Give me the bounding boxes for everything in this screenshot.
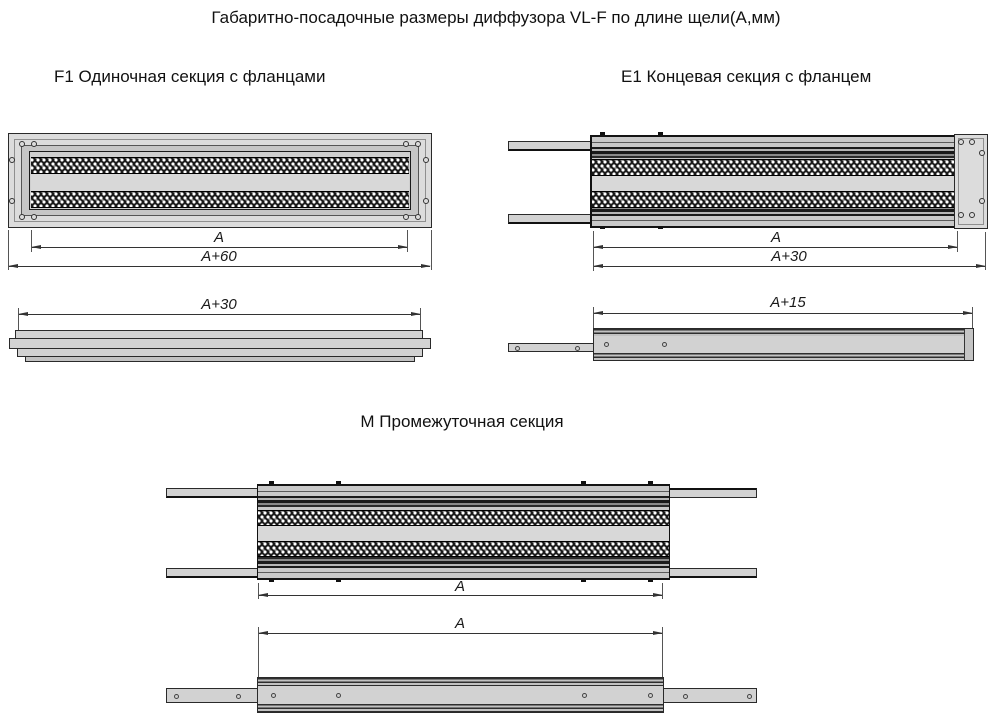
f1-dim-label-a: A [213, 229, 225, 246]
screw-hole [747, 694, 752, 699]
e1-mounting-rail-top [508, 141, 592, 151]
screw-head [19, 214, 25, 220]
screw-hole [271, 693, 276, 698]
extension-line [431, 230, 432, 270]
m-dim-line-a [259, 595, 662, 596]
e1-diffuser-body [590, 135, 960, 228]
fastener-mark [600, 226, 605, 229]
screw-head [969, 212, 975, 218]
e1-side-dim-line [594, 313, 972, 314]
e1-perforated-strip-bottom [592, 191, 960, 208]
screw-head [958, 212, 964, 218]
fastener-mark [336, 579, 341, 582]
screw-hole [174, 694, 179, 699]
e1-side-profile [593, 328, 974, 361]
e1-side-dim-label: A+15 [770, 294, 806, 311]
extension-line [957, 231, 958, 252]
m-center-band [258, 526, 669, 541]
m-profile-band-top [258, 484, 669, 510]
fastener-mark [581, 481, 586, 484]
fastener-mark [581, 579, 586, 582]
fastener-mark [269, 481, 274, 484]
m-side-profile [257, 677, 664, 713]
e1-side-end-cap [964, 329, 973, 360]
f1-side-dim-line [19, 314, 420, 315]
fastener-mark [648, 481, 653, 484]
screw-hole [604, 342, 609, 347]
m-rail-left-top [166, 488, 258, 498]
m-rail-right-bottom [667, 568, 757, 578]
fastener-mark [600, 132, 605, 135]
screw-hole [662, 342, 667, 347]
screw-head [979, 150, 985, 156]
m-side-band-top [258, 678, 663, 686]
e1-profile-band-bottom [592, 208, 960, 228]
fastener-mark [336, 481, 341, 484]
fastener-mark [269, 579, 274, 582]
e1-dim-line-a30 [594, 266, 985, 267]
screw-head [403, 141, 409, 147]
screw-head [423, 198, 429, 204]
f1-perforated-strip-bottom [31, 191, 409, 208]
f1-section-heading: F1 Одиночная секция с фланцами [54, 67, 326, 86]
screw-head [31, 214, 37, 220]
e1-dim-label-a: A [770, 229, 782, 246]
m-perforated-strip-top [258, 510, 669, 526]
e1-side-band-bottom [594, 353, 965, 360]
e1-section-heading: E1 Концевая секция с фланцем [621, 67, 872, 86]
screw-hole [575, 346, 580, 351]
m-side-rail-left [166, 688, 258, 703]
page-title: Габаритно-посадочные размеры диффузора VL-F по длине щели(А,мм) [211, 8, 781, 27]
f1-center-band [31, 174, 409, 191]
f1-side-dim-label: A+30 [201, 296, 237, 313]
e1-profile-band-top [592, 135, 960, 159]
fastener-mark [658, 226, 663, 229]
m-profile-band-bottom [258, 557, 669, 580]
screw-head [969, 139, 975, 145]
screw-hole [648, 693, 653, 698]
e1-end-flange [954, 134, 988, 229]
screw-hole [582, 693, 587, 698]
screw-head [9, 157, 15, 163]
m-dim-label-a: A [454, 578, 466, 595]
e1-side-rail [508, 343, 594, 352]
screw-head [415, 214, 421, 220]
f1-side-profile-layer [25, 356, 415, 362]
m-section-heading: М Промежуточная секция [360, 412, 564, 431]
screw-head [979, 198, 985, 204]
f1-diffuser-core [29, 151, 411, 210]
fastener-mark [658, 132, 663, 135]
f1-dim-label-a60: A+60 [201, 248, 237, 265]
m-side-rail-right [663, 688, 757, 703]
m-rail-right-top [667, 488, 757, 498]
e1-center-band [592, 176, 960, 191]
m-diffuser-body [257, 484, 670, 580]
screw-head [423, 157, 429, 163]
fastener-mark [648, 579, 653, 582]
m-rail-left-bottom [166, 568, 258, 578]
screw-head [415, 141, 421, 147]
screw-head [19, 141, 25, 147]
screw-head [403, 214, 409, 220]
screw-hole [683, 694, 688, 699]
m-side-dim-label: A [454, 615, 466, 632]
e1-mounting-rail-bottom [508, 214, 592, 224]
e1-dim-label-a30: A+30 [771, 248, 807, 265]
screw-head [9, 198, 15, 204]
screw-head [958, 139, 964, 145]
screw-hole [515, 346, 520, 351]
m-side-band-bottom [258, 704, 663, 712]
screw-hole [236, 694, 241, 699]
e1-perforated-strip-top [592, 159, 960, 176]
screw-head [31, 141, 37, 147]
f1-dim-line-a60 [9, 266, 430, 267]
m-side-dim-line [259, 633, 662, 634]
m-perforated-strip-bottom [258, 541, 669, 557]
f1-perforated-strip-top [31, 157, 409, 174]
screw-hole [336, 693, 341, 698]
e1-side-band-top [594, 329, 965, 336]
